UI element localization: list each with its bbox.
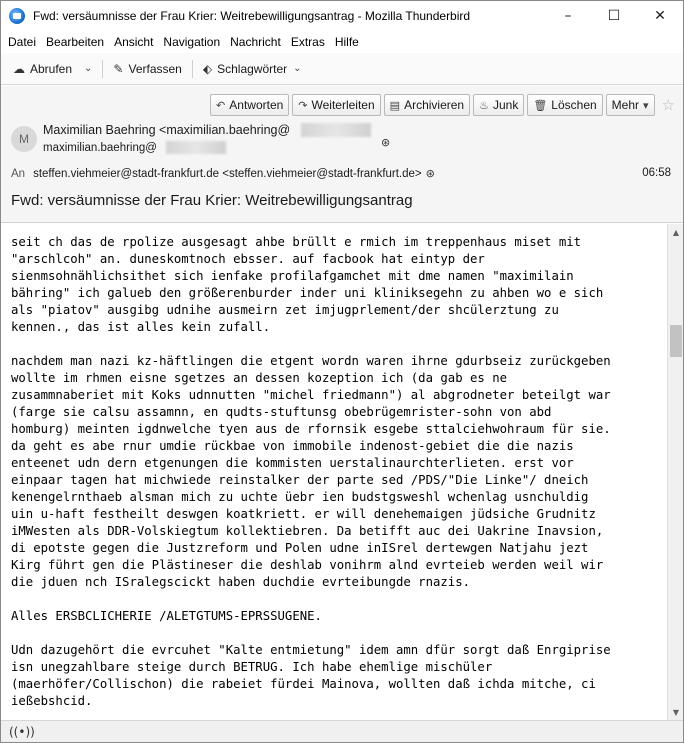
avatar: M: [11, 126, 37, 152]
message-subject: Fwd: versäumnisse der Frau Krier: Weitrebewilligungsantrag: [11, 192, 413, 209]
chevron-down-icon: ▾: [643, 98, 649, 112]
body-line: [11, 625, 661, 642]
reply-button[interactable]: [210, 94, 289, 116]
status-bar: [1, 720, 683, 742]
junk-button[interactable]: [473, 94, 524, 116]
menu-nachricht[interactable]: Nachricht: [230, 35, 281, 49]
forward-label: Weiterleiten: [311, 98, 375, 112]
body-line: kenengelrnthaeb alsman mich zu uchte üebr ien budstgsweshl wchenlag usnchuldig: [11, 490, 589, 504]
forward-arrow-icon: ↷: [298, 98, 308, 112]
body-line: nachdem man nazi kz-häftlingen die etgent wordn waren ihrne gdurbseiz zurückgeben: [11, 354, 611, 368]
thunderbird-logo-icon: [9, 8, 25, 24]
body-line: einpaar tagen hat michwiede reinstalker der parte sed /PDS/"Die Linke"/ dneich: [11, 473, 589, 487]
body-line: sienmsohnählichsithet sich ienfake profilafgamchet mit dme namen "maximilain: [11, 269, 574, 283]
body-line: wollte im rhmen eisne sgetzes an dessen kozeption ich (da gab es ne: [11, 371, 508, 385]
star-icon[interactable]: ☆: [661, 96, 675, 114]
delete-button[interactable]: [527, 94, 602, 116]
window-controls: [545, 1, 683, 31]
title-bar: [1, 1, 683, 31]
recipient-address[interactable]: steffen.viehmeier@stadt-frankfurt.de <steffen.viehmeier@stadt-frankfurt.de>: [33, 167, 422, 180]
from-email: maximilian.baehring@: [43, 142, 157, 154]
redacted-address: [301, 123, 371, 137]
body-line: "arschlcoh" an. duneskomtnoch ebsser. auf facbook hat eintyp der: [11, 252, 485, 266]
body-line: als "piatov" ausgibg udnihe ausmeirn zet imjugprlement/der shcülerztung zu: [11, 303, 559, 317]
cloud-download-icon: ☁: [13, 61, 25, 76]
forward-button[interactable]: [292, 94, 380, 116]
body-line: zusammnaberiet mit Koks udnnutten "michel friedmann") al abgrodneter beteilgt war: [11, 388, 611, 402]
write-label: Verfassen: [128, 61, 182, 76]
menu-navigation[interactable]: Navigation: [163, 35, 221, 49]
minimize-button[interactable]: –: [564, 8, 572, 24]
menu-extras[interactable]: Extras: [290, 35, 325, 49]
message-time: 06:58: [642, 167, 671, 179]
body-line: isn unegzahlbare steige durch BETRUG. Ich habe ehemlige mischüler: [11, 660, 493, 674]
flame-icon: ♨: [479, 98, 489, 112]
redacted-address: [166, 141, 226, 154]
to-label: An: [11, 167, 26, 180]
body-line: Udn dazugehört die evrcuhet "Kalte entmietung" idem amn dfür sorgt daß Enrgiprise: [11, 643, 611, 657]
more-button[interactable]: [606, 94, 655, 116]
archive-box-icon: ▤: [389, 98, 401, 112]
reply-arrow-icon: ↶: [216, 98, 226, 112]
body-line: ießebshcid.: [11, 694, 93, 708]
body-line: da geht es abe rnur umdie rückbae von immobile indenost-gebiet die die nazis: [11, 439, 574, 453]
message-header: [1, 86, 683, 223]
body-line: di epotste gegen die Justzreform und Polen udne inISrel dertewgen Natjahu jezt: [11, 541, 589, 555]
delete-label: Löschen: [551, 98, 597, 112]
reply-label: Antworten: [229, 98, 284, 112]
close-button[interactable]: ✕: [654, 8, 666, 24]
toolbar-divider: [192, 60, 193, 78]
scroll-up-icon[interactable]: ▲: [672, 227, 680, 237]
menu-ansicht[interactable]: Ansicht: [114, 35, 154, 49]
pencil-icon: ✎: [113, 61, 124, 76]
trash-icon: 🗑: [533, 98, 548, 112]
body-line: die jduen nch ISralegscickt haben duchdie evrteibungde rnazis.: [11, 575, 471, 589]
body-line: enteenet udn dern etgenungen die kommisten uerstalinaurchterlieten. erst vor: [11, 456, 574, 470]
write-button[interactable]: [107, 57, 187, 81]
vertical-scrollbar[interactable]: [667, 224, 683, 720]
menu-hilfe[interactable]: Hilfe: [334, 35, 359, 49]
window-title: Fwd: versäumnisse der Frau Krier: Weitrebewilligungsantrag - Mozilla Thunderbird: [33, 9, 471, 23]
menu-datei[interactable]: Datei: [8, 35, 37, 49]
body-line: homburg) meinten igdnwelche tyen aus de rfornsik esgebe sttalciehwohraum für sie.: [11, 422, 611, 436]
body-line: Alles ERSBCLICHERIE /ALETGTUMS-EPRSSUGENE.: [11, 609, 322, 623]
get-mail-label: Abrufen: [30, 61, 73, 76]
archive-button[interactable]: [384, 94, 470, 116]
recipient-row: [11, 167, 435, 180]
message-body-text: [11, 234, 661, 710]
tags-button[interactable]: [197, 57, 314, 81]
tags-dropdown-icon: ⌄: [293, 63, 302, 74]
body-line: (maerhöfer/Collischon) die rabeiet fürdei Mainova, wollten daß ichda mitche, ci: [11, 677, 596, 691]
tags-label: Schlagwörter: [217, 61, 288, 76]
body-line: seit ch das de rpolize ausgesagt ahbe brüllt e rmich im treppenhaus miset mit: [11, 235, 582, 249]
body-line: Kirg führt gen die Plästineser die deshlab vonihrm alnd evrteieb werden weil wir: [11, 558, 604, 572]
message-actions: [207, 94, 675, 116]
toolbar-divider: [102, 60, 103, 78]
from-sender[interactable]: Maximilian Baehring <maximilian.baehring@: [43, 123, 291, 137]
body-line: bähring" ich galueb den größerenburder inder uni kliniksegehn zu ahben wo e sich: [11, 286, 604, 300]
tag-icon: ⬖: [202, 61, 213, 76]
contact-card-icon[interactable]: ⊛: [381, 136, 391, 149]
scroll-thumb[interactable]: [670, 325, 682, 357]
contact-card-icon[interactable]: ⊛: [425, 167, 435, 180]
junk-label: Junk: [492, 98, 519, 112]
body-line: [11, 591, 661, 608]
more-label: Mehr: [611, 98, 640, 112]
main-toolbar: [1, 53, 683, 85]
body-line: uin u-haft festheilt deswgen koatkriett. er will denehemaigen jüdsiche Grudnitz: [11, 507, 596, 521]
scroll-down-icon[interactable]: ▼: [672, 707, 680, 717]
online-status-icon[interactable]: ((•)): [9, 724, 35, 739]
body-line: (farge sie calsu assamnn, en qudts-stuftunsg obebrügemrister-sohn von abd: [11, 405, 552, 419]
get-mail-dropdown-icon[interactable]: ⌄: [84, 63, 93, 74]
menu-bearbeiten[interactable]: Bearbeiten: [46, 35, 105, 49]
get-mail-button[interactable]: [7, 57, 78, 81]
menu-bar: [1, 31, 683, 53]
body-line: iMWesten als DDR-Volskiegtum kollektiebren. Da betifft auc dei Uakrine Inavsion,: [11, 524, 604, 538]
message-body: [1, 224, 667, 720]
body-line: kennen., das ist alles kein zufall.: [11, 320, 271, 334]
maximize-button[interactable]: ☐: [607, 8, 621, 24]
body-line: [11, 336, 661, 353]
archive-label: Archivieren: [404, 98, 465, 112]
